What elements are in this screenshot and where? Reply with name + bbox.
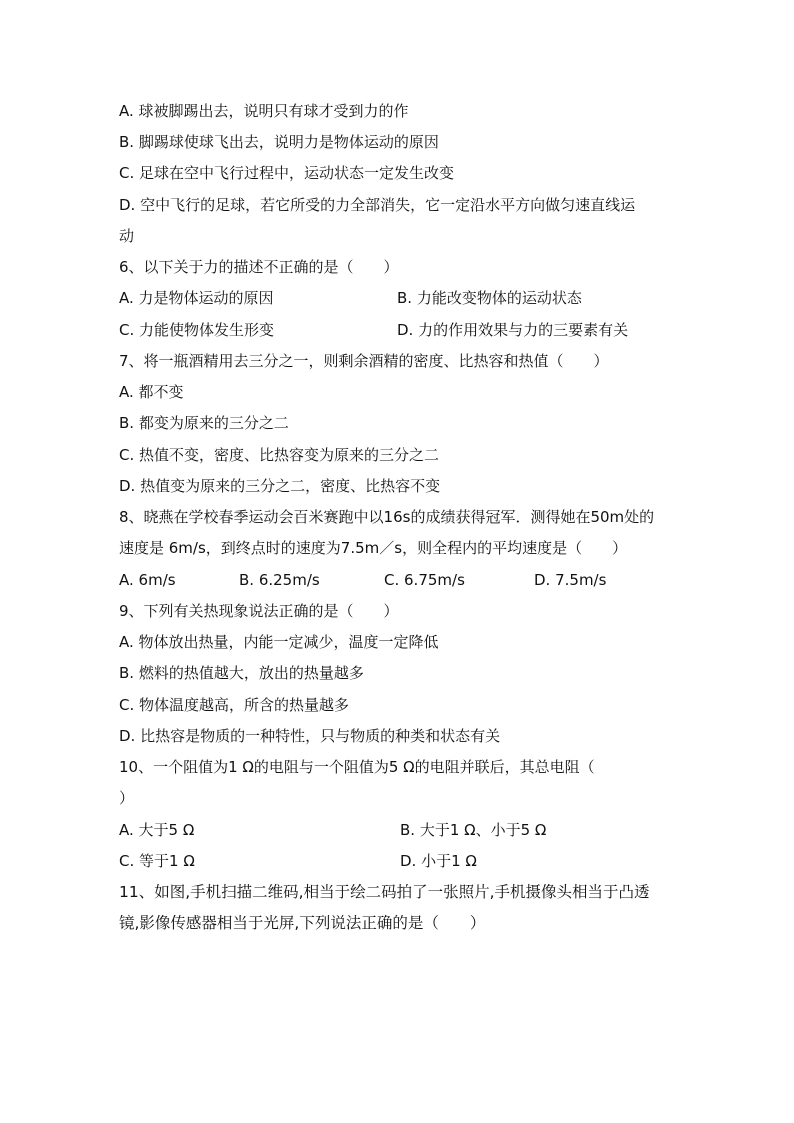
q5-option-a: A. 球被脚踢出去，说明只有球才受到力的作 <box>119 102 409 120</box>
q7-stem: 7、将一瓶酒精用去三分之一，则剩余酒精的密度、比热容和热值（ ） <box>119 352 609 370</box>
q6-option-d: D. 力的作用效果与力的三要素有关 <box>397 321 629 339</box>
q7-option-b: B. 都变为原来的三分之二 <box>119 414 289 432</box>
q7-option-c: C. 热值不变，密度、比热容变为原来的三分之二 <box>119 446 440 464</box>
q8-option-d: D. 7.5m/s <box>534 571 607 589</box>
q10-stem-line1: 10、一个阻值为1 Ω的电阻与一个阻值为5 Ω的电阻并联后，其总电阻（ <box>119 758 595 776</box>
q5-option-d-continued: 动 <box>119 227 135 245</box>
q6-stem: 6、以下关于力的描述不正确的是（ ） <box>119 258 399 276</box>
q5-option-c: C. 足球在空中飞行过程中，运动状态一定发生改变 <box>119 164 455 182</box>
q9-stem: 9、下列有关热现象说法正确的是（ ） <box>119 602 399 620</box>
q11-stem-line2: 镜,影像传感器相当于光屏,下列说法正确的是（ ） <box>119 914 486 932</box>
q5-option-d: D. 空中飞行的足球，若它所受的力全部消失，它一定沿水平方向做匀速直线运 <box>119 196 636 214</box>
q8-option-c: C. 6.75m/s <box>384 571 465 589</box>
q10-option-c: C. 等于1 Ω <box>119 852 195 870</box>
q10-option-b: B. 大于1 Ω、小于5 Ω <box>400 821 547 839</box>
q8-stem-line2: 速度是 6m/s，到终点时的速度为7.5m／s，则全程内的平均速度是（ ） <box>119 539 628 557</box>
q7-option-d: D. 热值变为原来的三分之二，密度、比热容不变 <box>119 477 441 495</box>
q6-option-c: C. 力能使物体发生形变 <box>119 321 275 339</box>
q10-option-a: A. 大于5 Ω <box>119 821 195 839</box>
q11-stem-line1: 11、如图,手机扫描二维码,相当于绘二码拍了一张照片,手机摄像头相当于凸透 <box>119 883 650 901</box>
q9-option-b: B. 燃料的热值越大，放出的热量越多 <box>119 664 364 682</box>
q9-option-c: C. 物体温度越高，所含的热量越多 <box>119 696 350 714</box>
q7-option-a: A. 都不变 <box>119 383 184 401</box>
q9-option-d: D. 比热容是物质的一种特性，只与物质的种类和状态有关 <box>119 727 501 745</box>
q5-option-b: B. 脚踢球使球飞出去，说明力是物体运动的原因 <box>119 133 439 151</box>
q9-option-a: A. 物体放出热量，内能一定减少，温度一定降低 <box>119 633 439 651</box>
q10-option-d: D. 小于1 Ω <box>400 852 477 870</box>
q6-option-a: A. 力是物体运动的原因 <box>119 289 274 307</box>
q8-stem-line1: 8、晓燕在学校春季运动会百米赛跑中以16s的成绩获得冠军．测得她在50m处的 <box>119 508 655 526</box>
q6-option-b: B. 力能改变物体的运动状态 <box>397 289 582 307</box>
q10-stem-line2: ） <box>119 789 135 807</box>
q8-option-b: B. 6.25m/s <box>239 571 320 589</box>
q8-option-a: A. 6m/s <box>119 571 176 589</box>
